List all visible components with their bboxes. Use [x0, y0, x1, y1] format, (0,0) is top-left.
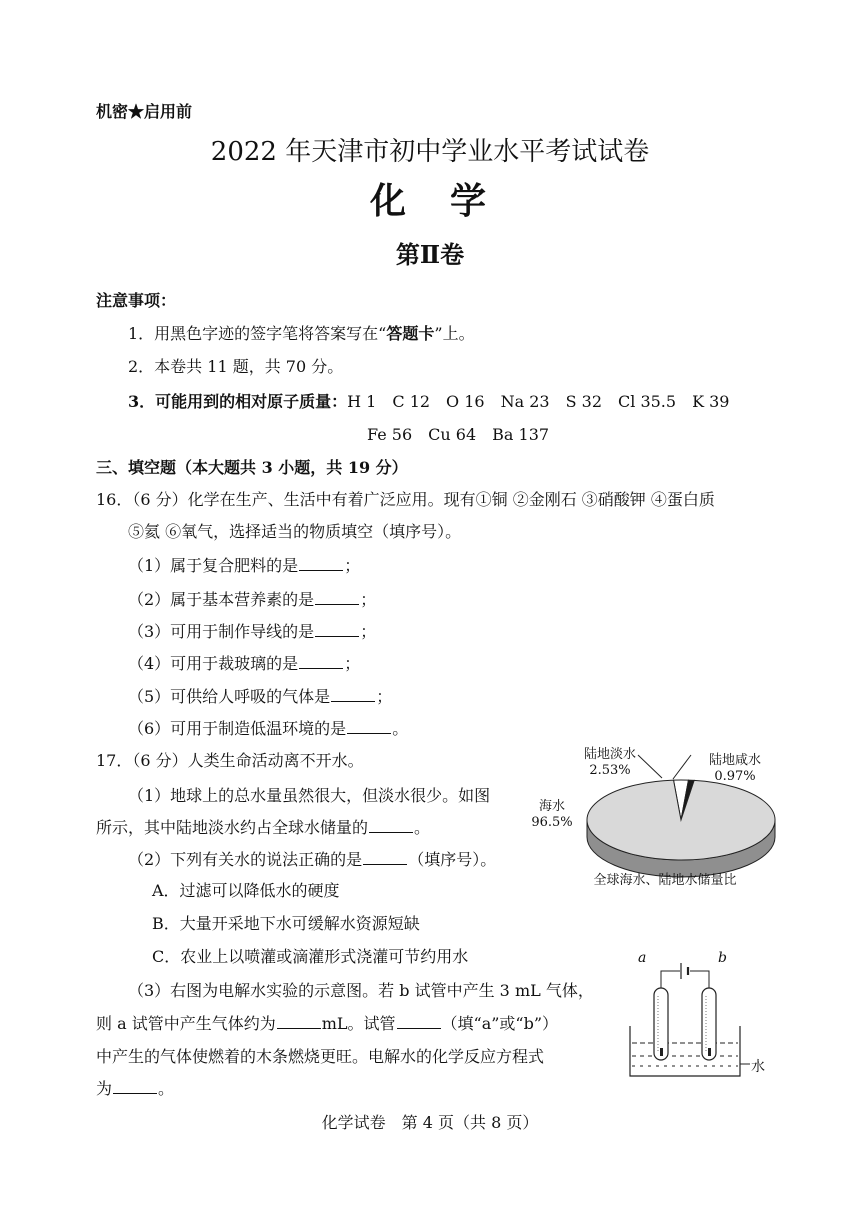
- subject-title: 化 学: [369, 181, 490, 222]
- q17-line-1: 17．（6 分）人类生命活动离不开水。: [96, 751, 364, 770]
- q16-sub-5-end: ；: [376, 687, 393, 706]
- electrolysis-figure: [620, 948, 770, 1088]
- q17-p1-line-2-text: 所示，其中陆地淡水约占全球水储量的: [96, 818, 369, 837]
- q17-p2-text: （2）下列有关水的说法正确的是: [128, 850, 363, 869]
- label-salt-land-water-value: 0.97%: [714, 769, 756, 784]
- electrode-b: [708, 1048, 711, 1056]
- tube-b-label: b: [718, 950, 727, 966]
- note-item-1-post: ”上。: [434, 324, 475, 343]
- q16-sub-1-end: ；: [344, 556, 361, 575]
- q16-sub-6-end: 。: [392, 719, 409, 738]
- q16-sub-1-text: （1）属于复合肥料的是: [128, 556, 299, 575]
- q16-sub-3: [128, 621, 376, 643]
- note-item-3-masses: H 1 C 12 O 16 Na 23 S 32 Cl 35.5 K 39: [347, 392, 730, 411]
- note-item-1-bold: 答题卡: [386, 324, 435, 343]
- label-fresh-water: [575, 747, 645, 779]
- q16-sub-4: [128, 653, 360, 675]
- answer-blank[interactable]: [315, 622, 359, 637]
- leader-salt: [673, 755, 691, 779]
- q16-sub-5: [128, 686, 392, 708]
- q17-p3-line-2: [96, 1013, 558, 1035]
- pie-caption: 全球海水、陆地水储量比: [593, 873, 737, 888]
- q16-sub-1: [128, 555, 360, 577]
- notes-heading: 注意事项：: [96, 291, 177, 310]
- label-sea-water-value: 96.5%: [531, 815, 573, 830]
- answer-blank[interactable]: [113, 1079, 157, 1094]
- note-item-3: [128, 391, 729, 413]
- volume-title: 第Ⅱ卷: [395, 240, 465, 269]
- q17-p3-line-1: （3）右图为电解水实验的示意图。若 b 试管中产生 3 mL 气体，: [128, 981, 594, 1000]
- q17-p3-line-3: 中产生的气体使燃着的木条燃烧更旺。电解水的化学反应方程式: [96, 1047, 545, 1066]
- answer-blank[interactable]: [299, 556, 343, 571]
- q16-sub-2: [128, 589, 376, 611]
- electrolysis-diagram: [620, 948, 770, 1088]
- label-sea-water: [525, 799, 579, 831]
- q16-sub-3-text: （3）可用于制作导线的是: [128, 622, 315, 641]
- q17-p1-end: 。: [414, 818, 431, 837]
- q16-sub-4-text: （4）可用于裁玻璃的是: [128, 654, 299, 673]
- q17-p3-line-2-pre: 则 a 试管中产生气体约为: [96, 1014, 276, 1033]
- wire-b: [690, 971, 709, 988]
- water-label: 水: [751, 1059, 765, 1075]
- label-salt-land-water: [695, 753, 775, 785]
- label-fresh-water-name: 陆地淡水: [583, 747, 636, 762]
- q16-line-2: ⑤氦 ⑥氧气，选择适当的物质填空（填序号）。: [128, 522, 462, 541]
- label-sea-water-name: 海水: [538, 799, 565, 814]
- answer-blank[interactable]: [315, 590, 359, 605]
- answer-blank[interactable]: [363, 850, 407, 865]
- q17-p1-line-2: [96, 817, 430, 839]
- tube-a-label: a: [638, 950, 647, 966]
- secret-label: 机密★启用前: [96, 102, 193, 121]
- answer-blank[interactable]: [277, 1014, 321, 1029]
- note-item-3-label: 3．可能用到的相对原子质量：: [128, 392, 348, 411]
- q16-sub-2-text: （2）属于基本营养素的是: [128, 590, 315, 609]
- label-fresh-water-value: 2.53%: [589, 763, 631, 778]
- exam-title: 2022 年天津市初中学业水平考试试卷: [210, 137, 650, 167]
- wire-a: [661, 971, 680, 988]
- beaker: [630, 1026, 740, 1076]
- q17-p3-line-4-pre: 为: [96, 1079, 113, 1098]
- note-item-1-pre: 1．用黑色字迹的签字笔将答案写在“: [128, 324, 387, 343]
- q17-option-c: C．农业上以喷灌或滴灌形式浇灌可节约用水: [152, 947, 469, 966]
- answer-blank[interactable]: [347, 719, 391, 734]
- answer-blank[interactable]: [299, 654, 343, 669]
- electrode-a: [660, 1048, 663, 1056]
- q16-sub-2-end: ；: [360, 590, 377, 609]
- note-item-2: 2．本卷共 11 题，共 70 分。: [128, 357, 344, 376]
- water-pie-figure: [525, 745, 785, 895]
- page-footer: 化学试卷 第 4 页（共 8 页）: [321, 1113, 539, 1132]
- q17-p2: [128, 849, 496, 871]
- q17-p3-line-4-end: 。: [158, 1079, 175, 1098]
- q16-sub-6-text: （6）可用于制造低温环境的是: [128, 719, 347, 738]
- q17-p3-line-2-post: （填“a”或“b”）: [441, 1014, 559, 1033]
- q17-p2-end: （填序号）。: [408, 850, 497, 869]
- q16-line-1: 16．（6 分）化学在生产、生活中有着广泛应用。现有①铜 ②金刚石 ③硝酸钾 ④蛋白质: [96, 490, 715, 509]
- note-item-3-masses-2: Fe 56 Cu 64 Ba 137: [367, 425, 550, 444]
- q17-p3-line-4: [96, 1078, 174, 1100]
- q16-sub-4-end: ；: [344, 654, 361, 673]
- label-salt-land-water-name: 陆地咸水: [708, 753, 761, 768]
- q16-sub-6: [128, 718, 408, 740]
- answer-blank[interactable]: [397, 1014, 441, 1029]
- answer-blank[interactable]: [331, 687, 375, 702]
- q17-option-b: B．大量开采地下水可缓解水资源短缺: [152, 914, 420, 933]
- section-3-heading: 三、填空题（本大题共 3 小题，共 19 分）: [96, 458, 408, 477]
- pie-slices: [587, 780, 775, 860]
- q16-sub-3-end: ；: [360, 622, 377, 641]
- q17-option-a: A．过滤可以降低水的硬度: [152, 881, 340, 900]
- q17-p3-line-2-mid: mL。试管: [321, 1014, 396, 1033]
- q17-p1-line-1: （1）地球上的总水量虽然很大，但淡水很少。如图: [128, 786, 491, 805]
- answer-blank[interactable]: [369, 818, 413, 833]
- q16-sub-5-text: （5）可供给人呼吸的气体是: [128, 687, 331, 706]
- note-item-1: [128, 323, 475, 345]
